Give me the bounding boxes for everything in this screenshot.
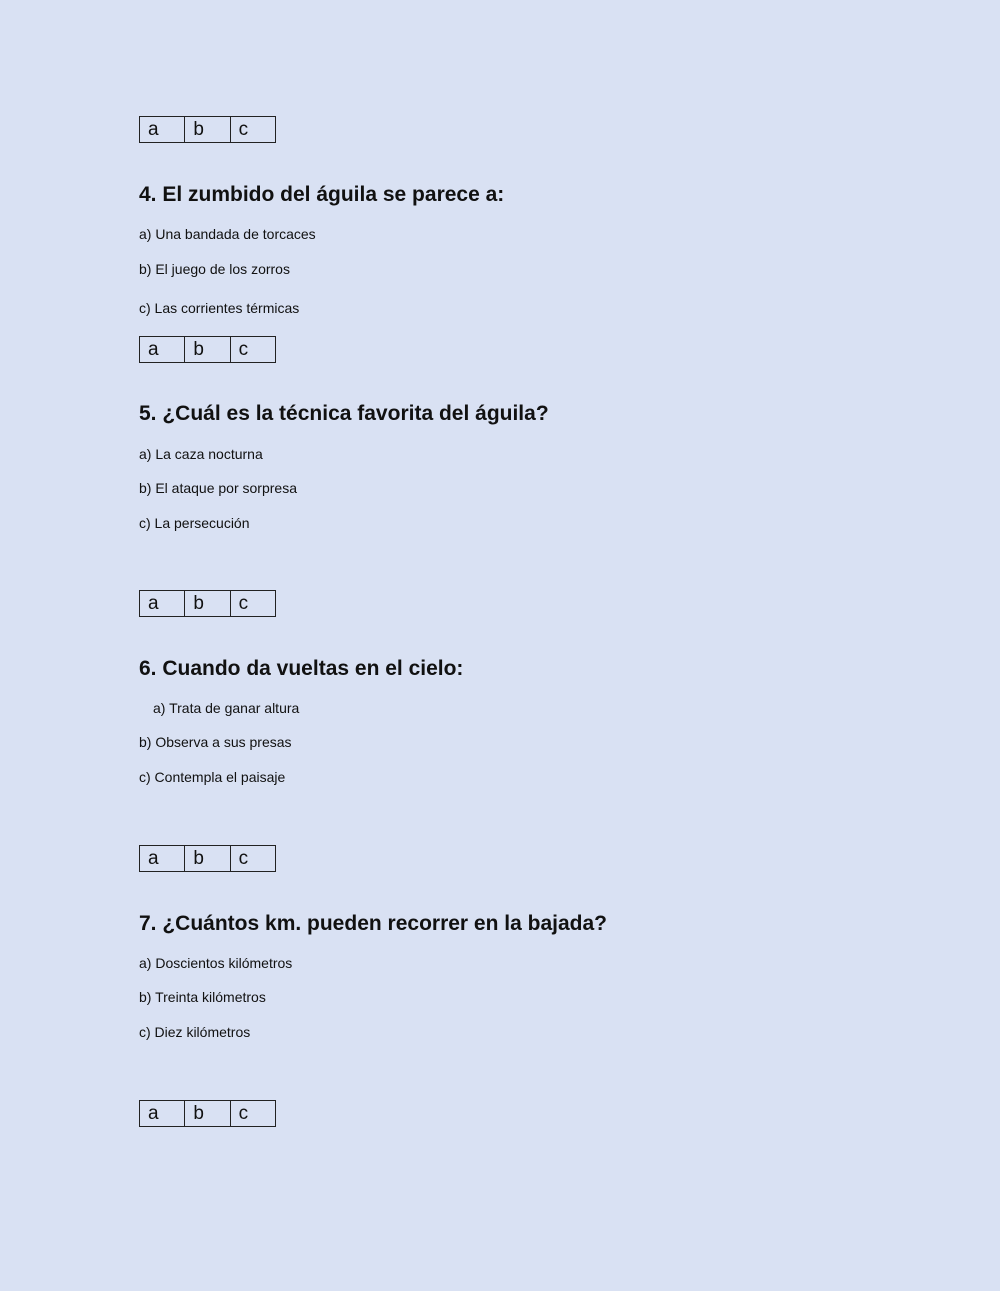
question-option: b) Treinta kilómetros <box>139 989 266 1005</box>
answer-box-q6[interactable] <box>139 845 276 872</box>
answer-option-c[interactable]: c <box>230 846 275 871</box>
question-option: b) El juego de los zorros <box>139 261 290 277</box>
answer-option-b[interactable]: b <box>184 1101 229 1126</box>
answer-option-a[interactable]: a <box>148 1103 159 1124</box>
answer-option-a[interactable]: a <box>148 848 159 869</box>
question-title: 6. Cuando da vueltas en el cielo: <box>139 657 464 680</box>
question-title: 7. ¿Cuántos km. pueden recorrer en la bajada? <box>139 912 607 935</box>
question-option: b) El ataque por sorpresa <box>139 480 297 496</box>
answer-option-c[interactable]: c <box>230 1101 275 1126</box>
answer-option-a[interactable]: a <box>148 593 159 614</box>
answer-option-c[interactable]: c <box>230 117 275 142</box>
answer-option-b[interactable]: b <box>184 117 229 142</box>
answer-option-b[interactable]: b <box>184 337 229 362</box>
question-option: a) Doscientos kilómetros <box>139 955 293 971</box>
question-title: 5. ¿Cuál es la técnica favorita del águila? <box>139 402 549 425</box>
answer-option-b[interactable]: b <box>184 846 229 871</box>
answer-box-q4[interactable] <box>139 336 276 363</box>
answer-box-q7[interactable] <box>139 1100 276 1127</box>
answer-option-c[interactable]: c <box>230 591 275 616</box>
question-title: 4. El zumbido del águila se parece a: <box>139 183 505 206</box>
answer-option-a[interactable]: a <box>148 119 159 140</box>
answer-box-q5[interactable] <box>139 590 276 617</box>
question-option: c) Las corrientes térmicas <box>139 300 300 316</box>
question-option: c) Diez kilómetros <box>139 1024 251 1040</box>
question-option: a) La caza nocturna <box>139 446 263 462</box>
answer-option-a[interactable]: a <box>148 339 159 360</box>
question-option: b) Observa a sus presas <box>139 734 292 750</box>
question-option: c) La persecución <box>139 515 250 531</box>
question-option: c) Contempla el paisaje <box>139 769 286 785</box>
answer-option-c[interactable]: c <box>230 337 275 362</box>
question-option: a) Una bandada de torcaces <box>139 226 316 242</box>
answer-box-q3[interactable] <box>139 116 276 143</box>
question-option: a) Trata de ganar altura <box>153 700 300 716</box>
answer-option-b[interactable]: b <box>184 591 229 616</box>
